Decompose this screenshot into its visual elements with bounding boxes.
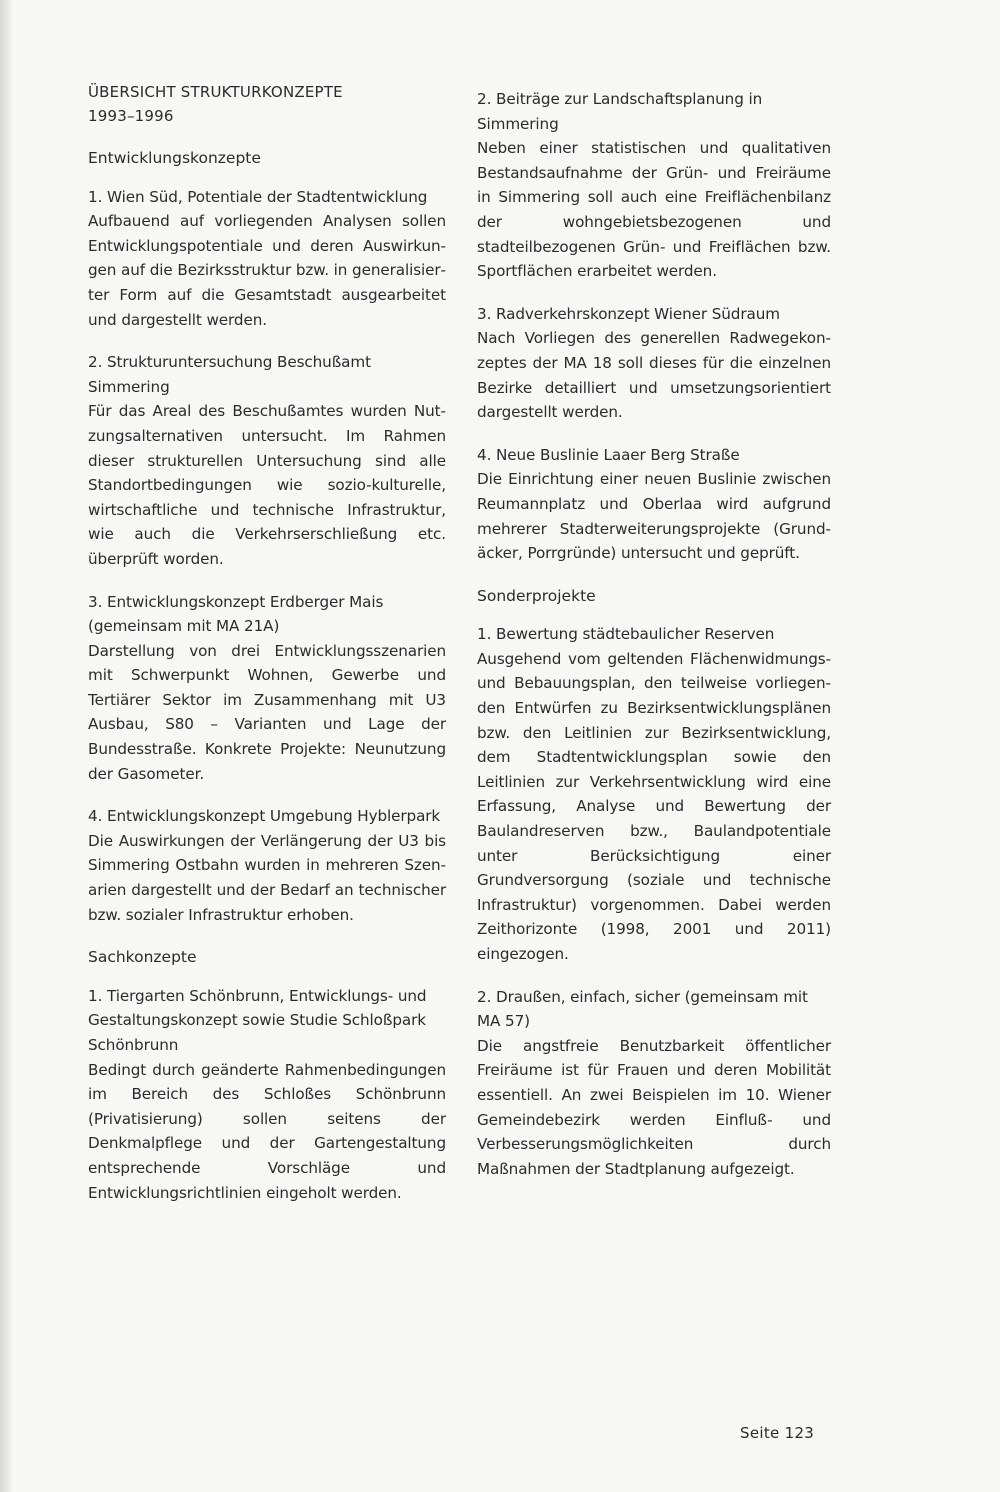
item-heading: 1. Bewertung städtebaulicher Reserven (477, 625, 775, 644)
list-item (477, 302, 831, 425)
list-item (477, 87, 831, 284)
item-heading: 2. Strukturuntersuchung Beschußamt Simmering (88, 353, 371, 396)
item-text: Darstellung von drei Entwicklungsszenarien mit Schwerpunkt Wohnen, Gewerbe und Tertiärer Sektor im Zusammenhang mit U3 Ausbau, S80 – Varianten und Lage der Bundesstraße. Konkrete Projekte: Neunutzung der Gasometer. (88, 641, 446, 783)
document-title-line1: ÜBERSICHT STRUKTURKONZEPTE (88, 83, 343, 101)
item-heading: 2. Beiträge zur Landschaftsplanung in Simmering (477, 90, 763, 133)
item-text: Die Einrichtung einer neuen Buslinie zwischen Reumannplatz und Oberlaa wird aufgrund mehrerer Stadterweiterungsprojekte (Grundäcker, Porrgründe) untersucht und geprüft. (477, 470, 831, 563)
item-heading: 4. Entwicklungskonzept Umgebung Hyblerpark (88, 807, 441, 826)
left-column (88, 80, 446, 1223)
item-heading: 1. Tiergarten Schönbrunn, Entwicklungs- und Gestaltungskonzept sowie Studie Schloßpark Schönbrunn (88, 986, 427, 1054)
item-text: Neben einer statistischen und qualitativen Bestandsaufnahme der Grün- und Freiräume in Simmering soll auch eine Freiflächenbilanz der wohngebietsbezogenen und stadteilbezogenen Grün- und Freiflächen bzw. Sportflächen erarbeitet werden. (477, 139, 831, 281)
list-item (88, 590, 446, 787)
list-item (88, 350, 446, 571)
item-heading: 1. Wien Süd, Potentiale der Stadtentwicklung (88, 187, 428, 206)
item-text: Ausgehend vom geltenden Flächenwidmungs- und Bebauungsplan, den teilweise vorliegenden Entwürfen zu Bezirksentwicklungsplänen bzw. den Leitlinien zur Bezirksentwicklung, dem Stadtentwicklungsplan sowie den Leitlinien zur Verkehrsentwicklung wird eine Erfassung, Analyse und Bewertung der Baulandreserven bzw., Baulandpotentiale unter Berücksichtigung einer Grundversorgung (soziale und technische Infrastruktur) vorgenommen. Dabei werden Zeithorizonte (1998, 2001 und 2011) eingezogen. (477, 649, 831, 963)
item-text: Aufbauend auf vorliegenden Analysen sollen Entwicklungspotentiale und deren Auswirkungen auf die Bezirksstruktur bzw. in generalisierter Form auf die Gesamtstadt ausgearbeitet und dargestellt werden. (88, 212, 446, 329)
item-text: Nach Vorliegen des generellen Radwegekonzeptes der MA 18 soll dieses für die einzelnen Bezirke detailliert und umsetzungsorientiert dargestellt werden. (477, 329, 831, 422)
list-item (477, 985, 831, 1182)
item-text: Die Auswirkungen der Verlängerung der U3 bis Simmering Ostbahn wurden in mehreren Szenarien dargestellt und der Bedarf an technischer bzw. sozialer Infrastruktur erhoben. (88, 831, 446, 924)
item-heading: 4. Neue Buslinie Laaer Berg Straße (477, 445, 740, 464)
right-column (477, 87, 831, 1199)
document-title-line2: 1993–1996 (88, 107, 174, 125)
list-item (477, 443, 831, 566)
list-item (88, 984, 446, 1205)
page-number: Seite 123 (740, 1424, 815, 1442)
item-heading: 2. Draußen, einfach, sicher (gemeinsam mit MA 57) (477, 987, 808, 1031)
list-item (88, 185, 446, 333)
item-heading: 3. Radverkehrskonzept Wiener Südraum (477, 304, 780, 323)
list-item (477, 622, 831, 966)
page-binding-edge (0, 0, 12, 1492)
section-heading-sonderprojekte: Sonderprojekte (477, 586, 596, 605)
section-heading-sachkonzepte: Sachkonzepte (88, 948, 197, 967)
list-item (88, 804, 446, 927)
item-text: Für das Areal des Beschußamtes wurden Nutzungsalternativen untersucht. Im Rahmen dieser strukturellen Untersuchung sind alle Standortbedingungen wie sozio-kulturelle, wirtschaftliche und technische Infrastruktur, wie auch die Verkehrserschließung etc. überprüft worden. (88, 402, 446, 568)
item-text: Bedingt durch geänderte Rahmenbedingungen im Bereich des Schloßes Schönbrunn (Privatisierung) sollen seitens der Denkmalpflege und der Gartengestaltung entsprechende Vorschläge und Entwicklungsrichtlinien eingeholt werden. (88, 1060, 446, 1202)
item-text: Die angstfreie Benutzbarkeit öffentlicher Freiräume ist für Frauen und deren Mobilität essentiell. An zwei Beispielen im 10. Wiener Gemeindebezirk werden Einfluß- und Verbesserungsmöglichkeiten durch Maßnahmen der Stadtplanung aufgezeigt. (477, 1036, 831, 1178)
item-heading: 3. Entwicklungskonzept Erdberger Mais (gemeinsam mit MA 21A) (88, 592, 384, 636)
section-heading-entwicklungskonzepte: Entwicklungskonzepte (88, 149, 261, 167)
document-title (88, 80, 446, 128)
